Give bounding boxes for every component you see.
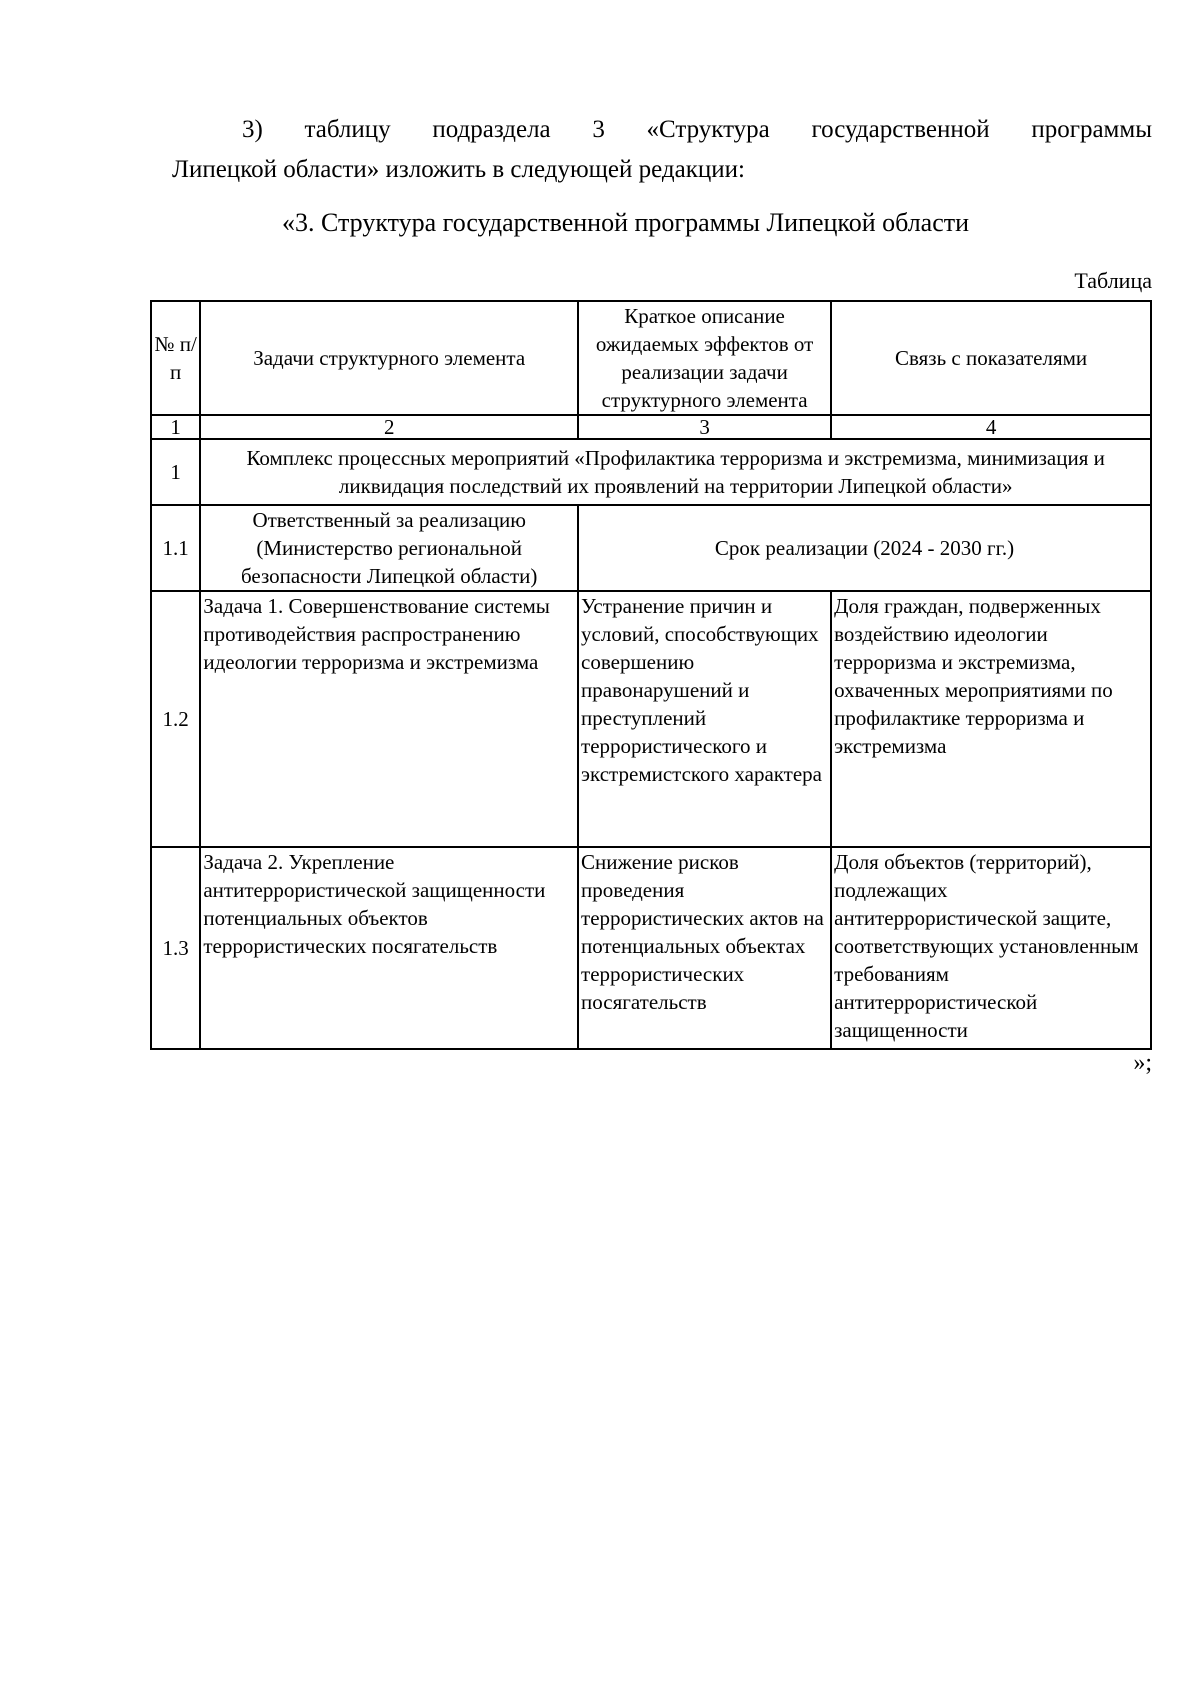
row-number: 1: [151, 439, 200, 505]
column-number: 1: [151, 415, 200, 439]
complex-row: [151, 439, 1151, 505]
header-indicator: Связь с показателями: [831, 301, 1151, 415]
row-number: 1.3: [151, 847, 200, 1049]
section-title: «3. Структура государственной программы Липецкой области: [282, 208, 970, 237]
row-number: 1.2: [151, 591, 200, 847]
table-row: [151, 591, 1151, 847]
intro-line-1: 3) таблицу подраздела 3 «Структура государственной программы: [242, 116, 1152, 143]
structure-table: [150, 300, 1152, 1050]
table-label: Таблица: [1074, 268, 1152, 293]
task-cell: Задача 2. Укрепление антитеррористической защищенности потенциальных объектов террористических посягательств: [200, 847, 578, 1049]
row-number: 1.1: [151, 505, 200, 591]
intro-line-2: Липецкой области» изложить в следующей редакции:: [172, 156, 745, 183]
column-numbers-row: [151, 415, 1151, 439]
effect-cell: Снижение рисков проведения террористических актов на потенциальных объектах террористических посягательств: [578, 847, 831, 1049]
term-text: Срок реализации (2024 - 2030 гг.): [578, 505, 1151, 591]
column-number: 3: [578, 415, 831, 439]
indicator-cell: Доля объектов (территорий), подлежащих антитеррористической защите, соответствующих установленным требованиям антитеррористической защищенности: [831, 847, 1151, 1049]
complex-title: Комплекс процессных мероприятий «Профилактика терроризма и экстремизма, минимизация и ликвидация последствий их проявлений на территории Липецкой области»: [200, 439, 1151, 505]
task-cell: Задача 1. Совершенствование системы противодействия распространению идеологии терроризма и экстремизма: [200, 591, 578, 847]
intro-paragraph: [172, 110, 1152, 190]
indicator-cell: Доля граждан, подверженных воздействию идеологии терроризма и экстремизма, охваченных мероприятиями по профилактике терроризма и экстремизма: [831, 591, 1151, 847]
responsible-text: Ответственный за реализацию (Министерство региональной безопасности Липецкой области): [200, 505, 578, 591]
column-number: 2: [200, 415, 578, 439]
responsible-row: [151, 505, 1151, 591]
header-num: № п/п: [151, 301, 200, 415]
effect-cell: Устранение причин и условий, способствующих совершению правонарушений и преступлений террористического и экстремистского характера: [578, 591, 831, 847]
column-number: 4: [831, 415, 1151, 439]
header-effect: Краткое описание ожидаемых эффектов от реализации задачи структурного элемента: [578, 301, 831, 415]
header-task: Задачи структурного элемента: [200, 301, 578, 415]
header-row: [151, 301, 1151, 415]
table-row: [151, 847, 1151, 1049]
closing-quote: »;: [1133, 1050, 1152, 1076]
